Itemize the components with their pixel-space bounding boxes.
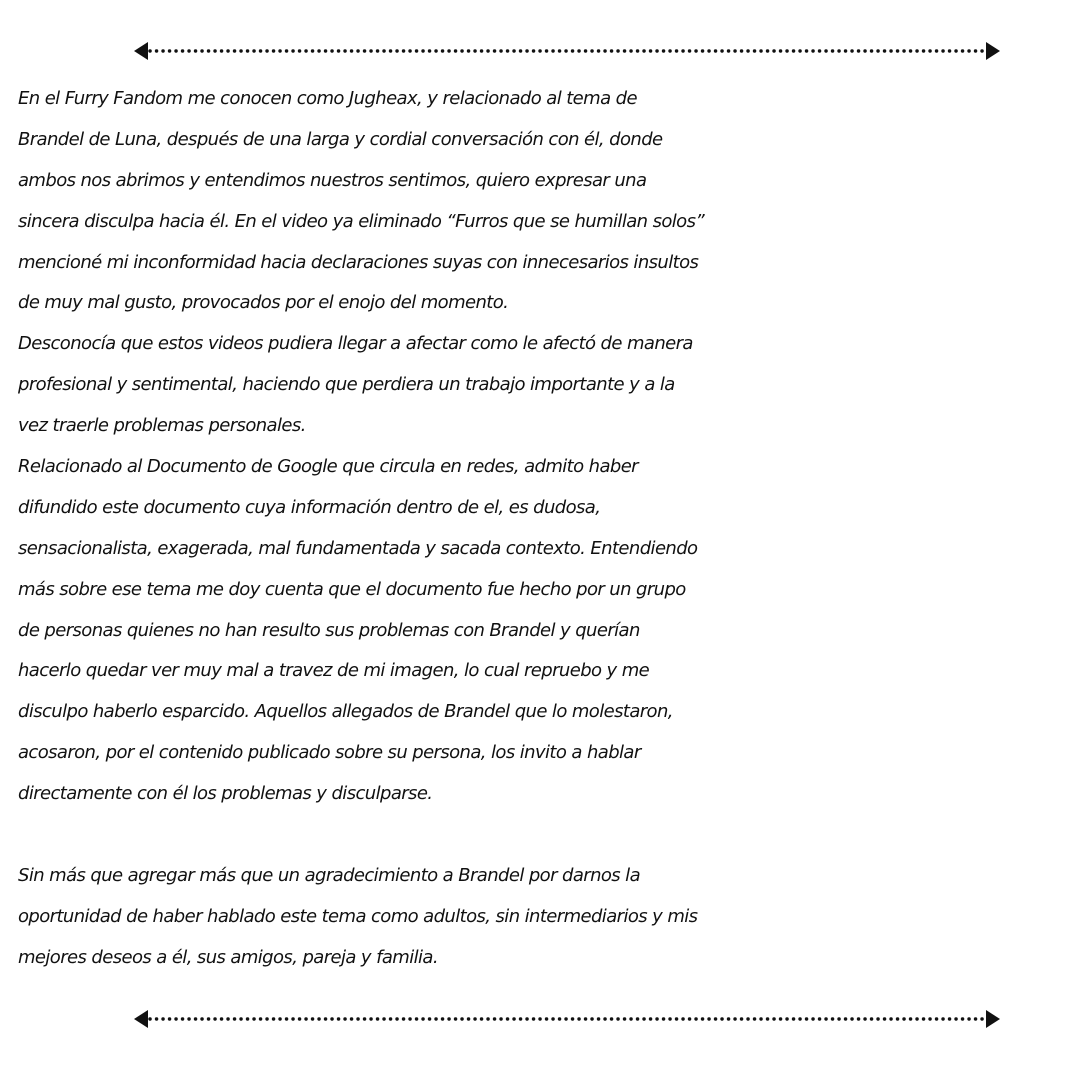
paragraph-spacer: [18, 815, 1068, 856]
text-line: sincera disculpa hacia él. En el video ya eliminado “Furros que se humillan solos”: [18, 210, 705, 232]
double-arrow-icon: [132, 39, 1002, 63]
text-line: Sin más que agregar más que un agradecimiento a Brandel por darnos la: [18, 864, 641, 886]
letter-body: [18, 79, 1068, 979]
text-line: ambos nos abrimos y entendimos nuestros sentimos, quiero expresar una: [18, 169, 647, 191]
top-dotted-arrow-divider: [132, 39, 1002, 63]
text-line: sensacionalista, exagerada, mal fundamentada y sacada contexto. Entendiendo: [18, 537, 698, 559]
text-line: de personas quienes no han resulto sus problemas con Brandel y querían: [18, 619, 640, 641]
text-line: hacerlo quedar ver muy mal a travez de mi imagen, lo cual repruebo y me: [18, 660, 650, 682]
text-line: mejores deseos a él, sus amigos, pareja y familia.: [18, 946, 438, 968]
text-line: de muy mal gusto, provocados por el enojo del momento.: [18, 292, 509, 314]
text-line: profesional y sentimental, haciendo que perdiera un trabajo importante y a la: [18, 374, 675, 396]
bottom-dotted-arrow-divider: [132, 1007, 1002, 1031]
text-line: más sobre ese tema me doy cuenta que el documento fue hecho por un grupo: [18, 578, 686, 600]
text-line: mencioné mi inconformidad hacia declaraciones suyas con innecesarios insultos: [18, 251, 699, 273]
double-arrow-icon: [132, 1007, 1002, 1031]
text-line: disculpo haberlo esparcido. Aquellos allegados de Brandel que lo molestaron,: [18, 701, 673, 723]
text-line: En el Furry Fandom me conocen como Jugheax, y relacionado al tema de: [18, 88, 637, 109]
text-line: Desconocía que estos videos pudiera llegar a afectar como le afectó de manera: [18, 333, 693, 355]
text-line: Relacionado al Documento de Google que circula en redes, admito haber: [18, 456, 638, 478]
text-line: directamente con él los problemas y disculparse.: [18, 783, 433, 805]
text-line: oportunidad de haber hablado este tema como adultos, sin intermediarios y mis: [18, 905, 698, 927]
text-line: acosaron, por el contenido publicado sobre su persona, los invito a hablar: [18, 742, 641, 764]
text-line: vez traerle problemas personales.: [18, 415, 306, 437]
text-line: difundido este documento cuya información dentro de el, es dudosa,: [18, 496, 601, 518]
text-line: Brandel de Luna, después de una larga y cordial conversación con él, donde: [18, 128, 663, 150]
